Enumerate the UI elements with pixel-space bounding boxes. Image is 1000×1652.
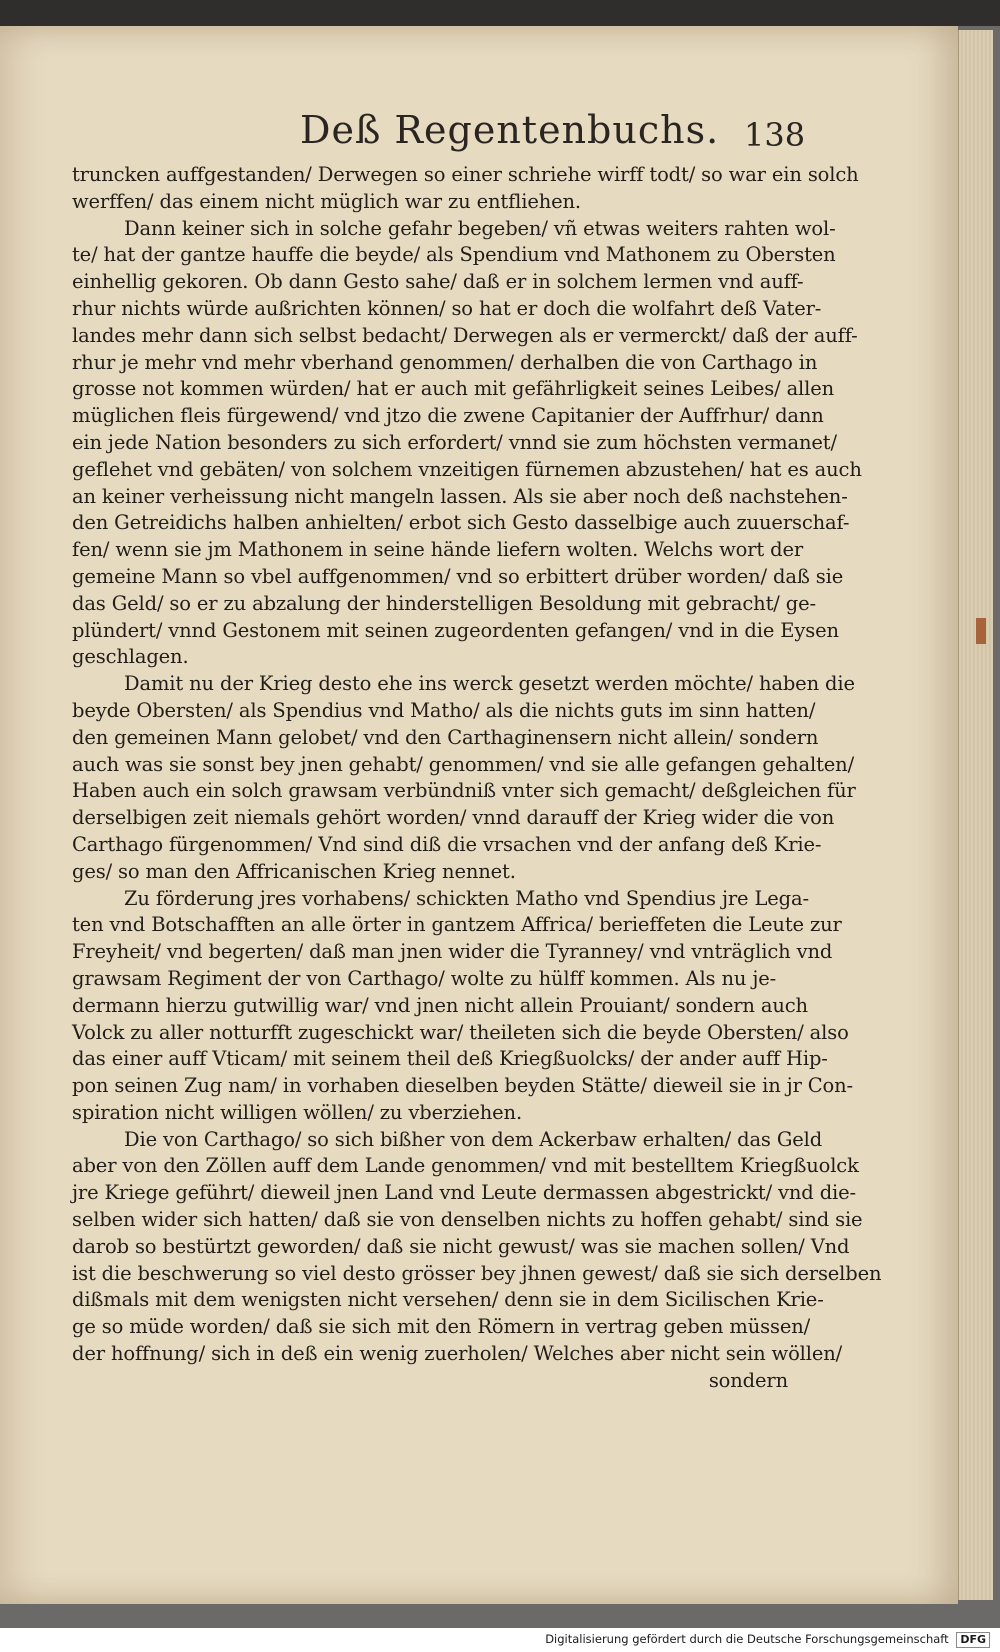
text-line: spiration nicht willigen wöllen/ zu vberziehen.	[72, 1100, 522, 1124]
text-line: grawsam Regiment der von Carthago/ wolte zu hülff kommen. Als nu je-	[72, 966, 777, 990]
running-head: Deß Regentenbuchs.	[300, 108, 720, 152]
text-line: Haben auch ein solch grawsam verbündniß vnter sich gemacht/ deßgleichen für	[72, 779, 856, 803]
digitization-credit	[545, 1632, 990, 1650]
text-line: Zu förderung jres vorhabens/ schickten Matho vnd Spendius jre Lega-	[124, 886, 809, 910]
credit-text: Digitalisierung gefördert durch die Deutsche Forschungsgemeinschaft	[545, 1632, 949, 1646]
text-line: an keiner verheissung nicht mangeln lassen. Als sie aber noch deß nachstehen-	[72, 484, 848, 508]
text-line: Dann keiner sich in solche gefahr begeben/ vñ etwas weiters rahten wol-	[124, 216, 836, 240]
text-line: landes mehr dann sich selbst bedacht/ Derwegen als er vermerckt/ daß der auff-	[72, 323, 858, 347]
text-line: geflehet vnd gebäten/ von solchem vnzeitigen fürnemen abzustehen/ hat es auch	[72, 457, 862, 481]
text-line: auch was sie sonst bey jnen gehabt/ genommen/ vnd sie alle gefangen gehalten/	[72, 752, 854, 776]
text-line: aber von den Zöllen auff dem Lande genommen/ vnd mit bestelltem Kriegßuolck	[72, 1154, 859, 1178]
text-line: gemeine Mann so vbel auffgenommen/ vnd so erbittert drüber worden/ daß sie	[72, 564, 844, 588]
text-line: ein jede Nation besonders zu sich erfordert/ vnnd sie zum höchsten vermanet/	[72, 430, 837, 454]
text-line: beyde Obersten/ als Spendius vnd Matho/ als die nichts guts im sinn hatten/	[72, 698, 816, 722]
text-block	[72, 162, 882, 1432]
text-line: truncken auffgestanden/ Derwegen so einer schriehe wirff todt/ so war ein solch	[72, 163, 859, 186]
text-line: jre Kriege geführt/ dieweil jnen Land vnd Leute dermassen abgestrickt/ vnd die-	[72, 1181, 856, 1205]
text-line: fen/ wenn sie jm Mathonem in seine hände liefern wolten. Welchs wort der	[72, 538, 804, 562]
text-line: müglichen fleis fürgewend/ vnd jtzo die zwene Capitanier der Auffrhur/ dann	[72, 404, 824, 428]
text-line: Carthago fürgenommen/ Vnd sind diß die vrsachen vnd der anfang deß Krie-	[72, 832, 822, 856]
catchword: sondern	[708, 1368, 788, 1392]
text-line: Die von Carthago/ so sich bißher von dem Ackerbaw erhalten/ das Geld	[124, 1127, 823, 1151]
text-line: derselbigen zeit niemals gehört worden/ vnnd darauff der Krieg wider die von	[72, 806, 835, 830]
text-line: darob so bestürtzt geworden/ daß sie nicht gewust/ was sie machen sollen/ Vnd	[72, 1234, 850, 1258]
text-line: das einer auff Vticam/ mit seinem theil deß Kriegßuolcks/ der ander auff Hip-	[72, 1047, 828, 1071]
text-line: einhellig gekoren. Ob dann Gesto sahe/ daß er in solchem lermen vnd auff-	[72, 270, 804, 294]
text-line: den Getreidichs halben anhielten/ erbot sich Gesto dasselbige auch zuuerschaf-	[72, 511, 850, 535]
text-line: rhur je mehr vnd mehr vberhand genommen/ derhalben die von Carthago in	[72, 350, 818, 374]
text-line: ges/ so man den Affricanischen Krieg nennet.	[72, 859, 516, 883]
text-line: dermann hierzu gutwillig war/ vnd jnen nicht allein Prouiant/ sondern auch	[72, 993, 808, 1017]
text-line: dißmals mit dem wenigsten nicht versehen/ denn sie in dem Sicilischen Krie-	[72, 1288, 824, 1312]
text-line: Volck zu aller notturfft zugeschickt war/ theileten sich die beyde Obersten/ also	[72, 1020, 849, 1044]
text-line: ge so müde worden/ daß sie sich mit den Römern in vertrag geben müssen/	[72, 1315, 811, 1339]
text-line: geschlagen.	[72, 645, 189, 669]
text-line: das Geld/ so er zu abzalung der hinderstelligen Besoldung mit gebracht/ ge-	[72, 591, 816, 615]
text-line: Damit nu der Krieg desto ehe ins werck gesetzt werden möchte/ haben die	[124, 672, 855, 696]
text-line: Freyheit/ vnd begerten/ daß man jnen wider die Tyranney/ vnd vnträglich vnd	[72, 940, 833, 964]
bookmark-ribbon	[976, 618, 986, 644]
text-line: ist die beschwerung so viel desto grösser bey jhnen gewest/ daß sie sich derselben	[72, 1261, 882, 1285]
dfg-logo-icon: DFG	[956, 1632, 990, 1648]
text-line: werffen/ das einem nicht müglich war zu entfliehen.	[72, 189, 581, 213]
text-line: ten vnd Botschafften an alle örter in gantzem Affrica/ berieffeten die Leute zur	[72, 913, 842, 937]
text-line: grosse not kommen würden/ hat er auch mit gefährligkeit seines Leibes/ allen	[72, 377, 835, 401]
text-line: selben wider sich hatten/ daß sie von denselben nichts zu hoffen gehabt/ sind sie	[72, 1208, 863, 1232]
text-line: der hoffnung/ sich in deß ein wenig zuerholen/ Welches aber nicht sein wöllen/	[72, 1342, 843, 1366]
text-line: rhur nichts würde außrichten können/ so hat er doch die wolfahrt deß Vater-	[72, 296, 822, 320]
text-line: den gemeinen Mann gelobet/ vnd den Carthaginensern nicht allein/ sondern	[72, 725, 819, 749]
scanner-top-strip	[0, 0, 1000, 26]
text-line: plündert/ vnnd Gestonem mit seinen zugeordenten gefangen/ vnd in die Eysen	[72, 618, 839, 642]
page-stack-edge	[958, 30, 993, 1600]
text-line: te/ hat der gantze hauffe die beyde/ als Spendium vnd Mathonem zu Obersten	[72, 243, 836, 267]
text-line: pon seinen Zug nam/ in vorhaben dieselben beyden Stätte/ dieweil sie in jr Con-	[72, 1074, 853, 1098]
folio-number: 138	[744, 116, 806, 154]
